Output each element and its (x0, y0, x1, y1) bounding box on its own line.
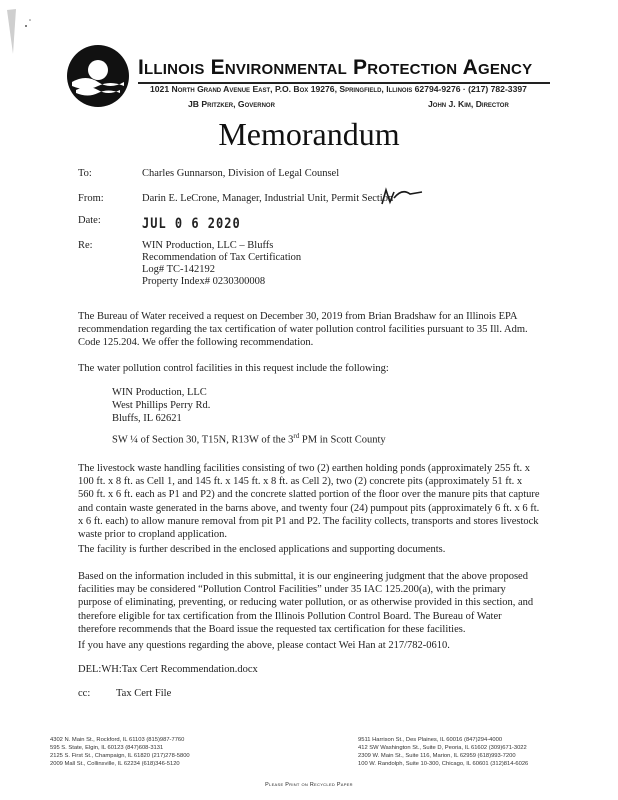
re-line: Property Index# 0230300008 (142, 276, 266, 287)
location-text-suffix: PM in Scott County (299, 434, 386, 446)
agency-address: 1021 North Grand Avenue East, P.O. Box 19276, Springfield, Illinois 62794-9276 · (217) 782-3397 (150, 84, 527, 94)
footer-office-address: 4302 N. Main St., Rockford, IL 61103 (815)987-7760 (50, 737, 185, 743)
footer-office-address: 2125 S. First St., Champaign, IL 61820 (217)278-5800 (50, 753, 190, 759)
location-superscript: rd (293, 432, 300, 440)
footer-office-address: 100 W. Randolph, Suite 10-300, Chicago, IL 60601 (312)814-6026 (358, 761, 529, 767)
illinois-epa-seal-icon (66, 44, 130, 108)
governor-name: JB Pritzker, Governor (188, 99, 275, 109)
scan-artifact (4, 8, 34, 58)
facility-address-line: WIN Production, LLC (112, 387, 207, 398)
body-paragraph-contact: If you have any questions regarding the above, please contact Wei Han at 217/782-0610. (78, 640, 450, 651)
reference-line: DEL:WH:Tax Cert Recommendation.docx (78, 664, 258, 675)
footer-office-address: 412 SW Washington St., Suite D, Peoria, IL 61602 (309)671-3022 (358, 745, 527, 751)
body-paragraph-enclosures: The facility is further described in the enclosed applications and supporting documents. (78, 544, 446, 555)
date-label: Date: (78, 215, 101, 226)
body-paragraph-description: The livestock waste handling facilities consisting of two (2) earthen holding ponds (approximately 255 ft. x 100 ft. x 8 ft. as Cell 1, and 145 ft. x 145 ft. x 8 ft. as Cell 2), two (2) concrete pits (approximately 51 ft. x 560 ft. x 6 ft. each as P1 and P2) and the concrete slatted portion of the floor over the manure pits that capture and contain waste generated in the barns above, and twenty four (24) pumpout pits (approximately 6 ft. x 6 ft. x 6 ft. each) to allow manure removal from pit P1 and P2. The facility collects, transports and stores livestock waste prior to cropland application. (78, 463, 540, 541)
director-name: John J. Kim, Director (428, 99, 509, 109)
location-text: SW ¼ of Section 30, T15N, R13W of the 3 (112, 434, 294, 446)
body-paragraph-request: The Bureau of Water received a request on December 30, 2019 from Brian Bradshaw for an Illinois EPA recommendation regarding the tax certification of water pollution control facilities pursuant to 35 Ill. Adm. Code 125.204. We offer the following recommendation. (78, 311, 528, 349)
footer-office-address: 595 S. State, Elgin, IL 60123 (847)608-3131 (50, 745, 164, 751)
from-label: From: (78, 193, 104, 204)
re-line: Recommendation of Tax Certification (142, 252, 302, 263)
footer-office-address: 2009 Mall St., Collinsville, IL 62234 (618)346-5120 (50, 761, 180, 767)
footer-office-address: 9511 Harrison St., Des Plaines, IL 60016 (847)294-4000 (358, 737, 503, 743)
facility-location (112, 432, 386, 446)
cc-label: cc: (78, 688, 91, 699)
cc-value: Tax Cert File (116, 688, 172, 699)
re-label: Re: (78, 240, 93, 251)
body-paragraph-judgment: Based on the information included in this submittal, it is our engineering judgment that the above proposed facilities may be considered “Pollution Control Facilities” under 35 IAC 125.200(a), with the primary purpose of eliminating, preventing, or reducing water pollution, or as otherwise provided in this section, and therefore eligible for tax certification from the Illinois Pollution Control Board. The Bureau of Water therefore recommends that the Board issue the requested tax certification for these facilities. (78, 571, 534, 635)
to-value: Charles Gunnarson, Division of Legal Counsel (142, 168, 340, 179)
from-value: Darin E. LeCrone, Manager, Industrial Unit, Permit Section (142, 193, 394, 204)
facility-address-line: West Phillips Perry Rd. (112, 400, 211, 411)
to-label: To: (78, 168, 92, 179)
recycled-paper-note: Please Print on Recycled Paper (265, 782, 353, 788)
signature-initials (380, 186, 424, 208)
footer-office-address: 2309 W. Main St., Suite 116, Marion, IL 62959 (618)993-7200 (358, 753, 516, 759)
facility-address-line: Bluffs, IL 62621 (112, 413, 182, 424)
re-line: Log# TC-142192 (142, 264, 216, 275)
date-stamp: JUL 0 6 2020 (142, 214, 241, 232)
memo-title: Memorandum (218, 116, 400, 152)
agency-name: Illinois Environmental Protection Agency (138, 56, 533, 79)
body-paragraph-facilities-intro: The water pollution control facilities in this request include the following: (78, 363, 389, 374)
re-line: WIN Production, LLC – Bluffs (142, 240, 274, 251)
